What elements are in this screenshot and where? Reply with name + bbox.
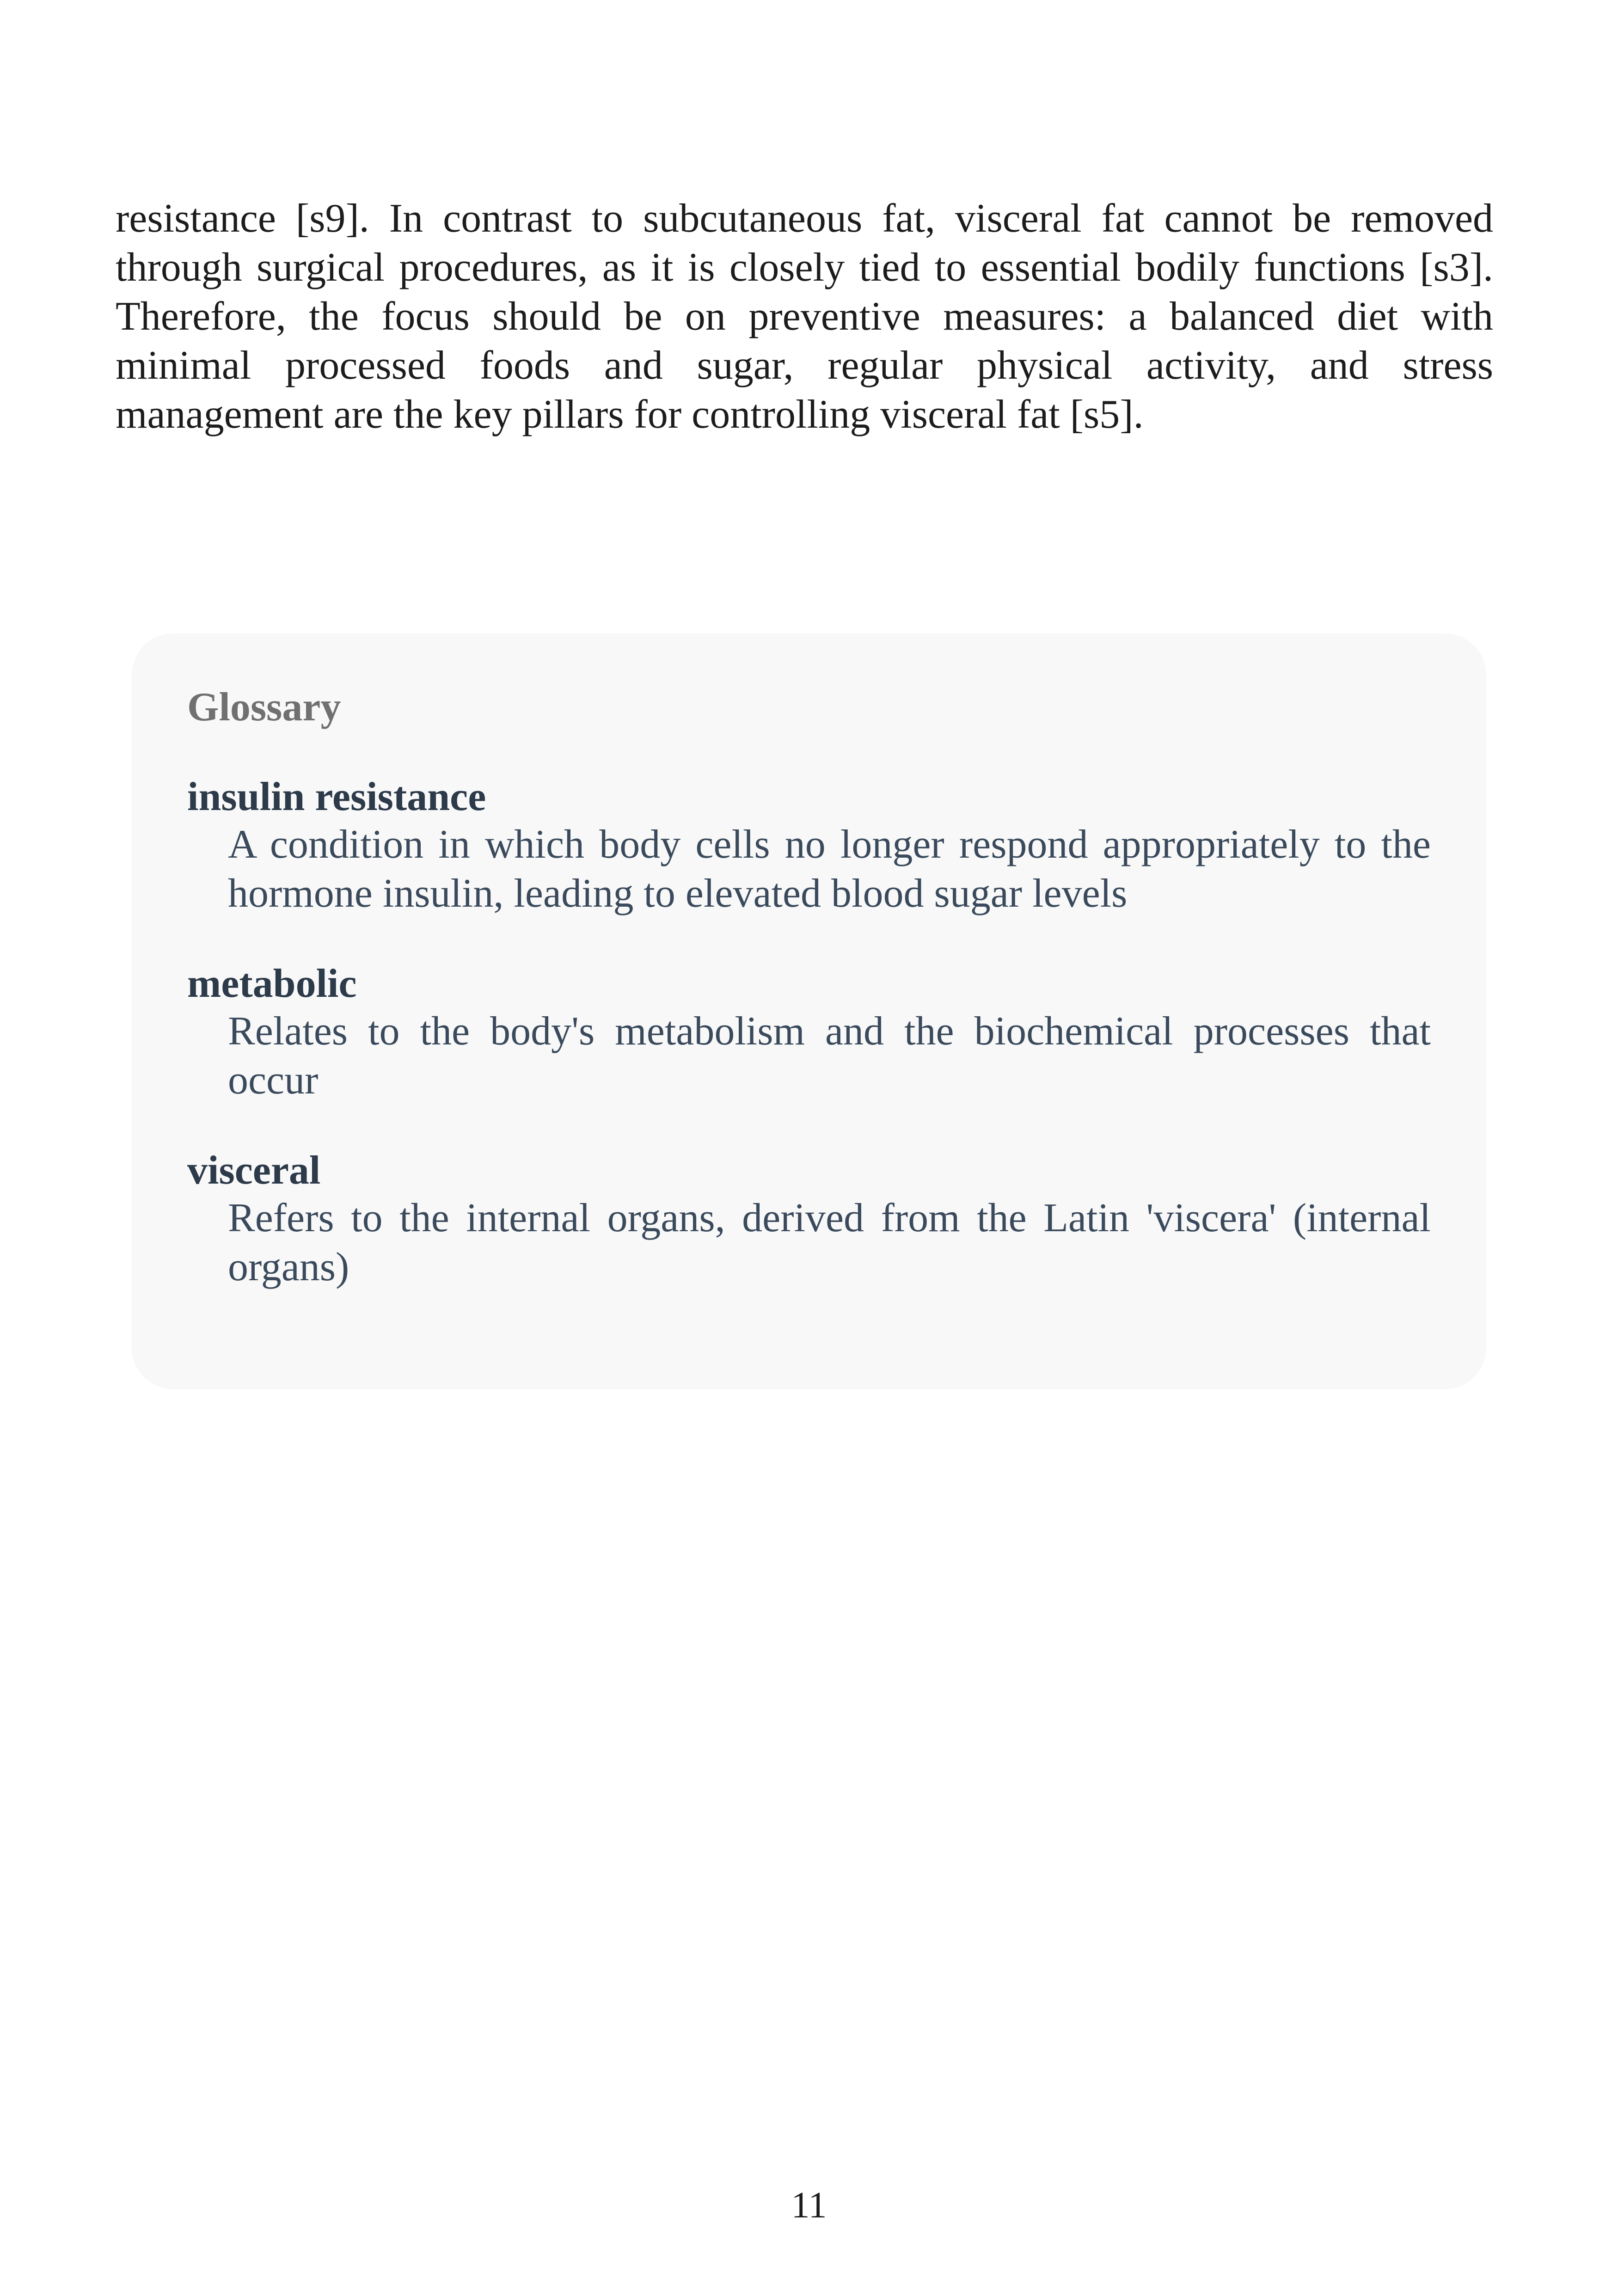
glossary-entry-visceral — [187, 1148, 1431, 1292]
body-paragraph: resistance [s9]. In contrast to subcutaneous fat, visceral fat cannot be removed through surgical procedures, as it is closely tied to essential bodily functions [s3]. Therefore, the focus should be on preventive measures: a balanced diet with minimal processed foods and sugar, regular physical activity, and stress management are the key pillars for controlling visceral fat [s5]. — [116, 196, 1493, 437]
glossary-entry-insulin-resistance — [187, 774, 1431, 918]
page-number: 11 — [791, 2185, 827, 2226]
glossary-definition: Refers to the internal organs, derived from the Latin 'viscera' (internal organs) — [228, 1196, 1431, 1289]
glossary-entry-metabolic — [187, 961, 1431, 1105]
glossary-box — [132, 633, 1486, 1389]
glossary-title: Glossary — [187, 685, 341, 730]
glossary-term: visceral — [187, 1148, 321, 1193]
glossary-definition: A condition in which body cells no longer respond appropriately to the hormone insulin, leading to elevated blood sugar levels — [228, 822, 1431, 916]
glossary-term: metabolic — [187, 961, 357, 1006]
glossary-definition: Relates to the body's metabolism and the biochemical processes that occur — [228, 1009, 1431, 1103]
glossary-term: insulin resistance — [187, 774, 486, 819]
